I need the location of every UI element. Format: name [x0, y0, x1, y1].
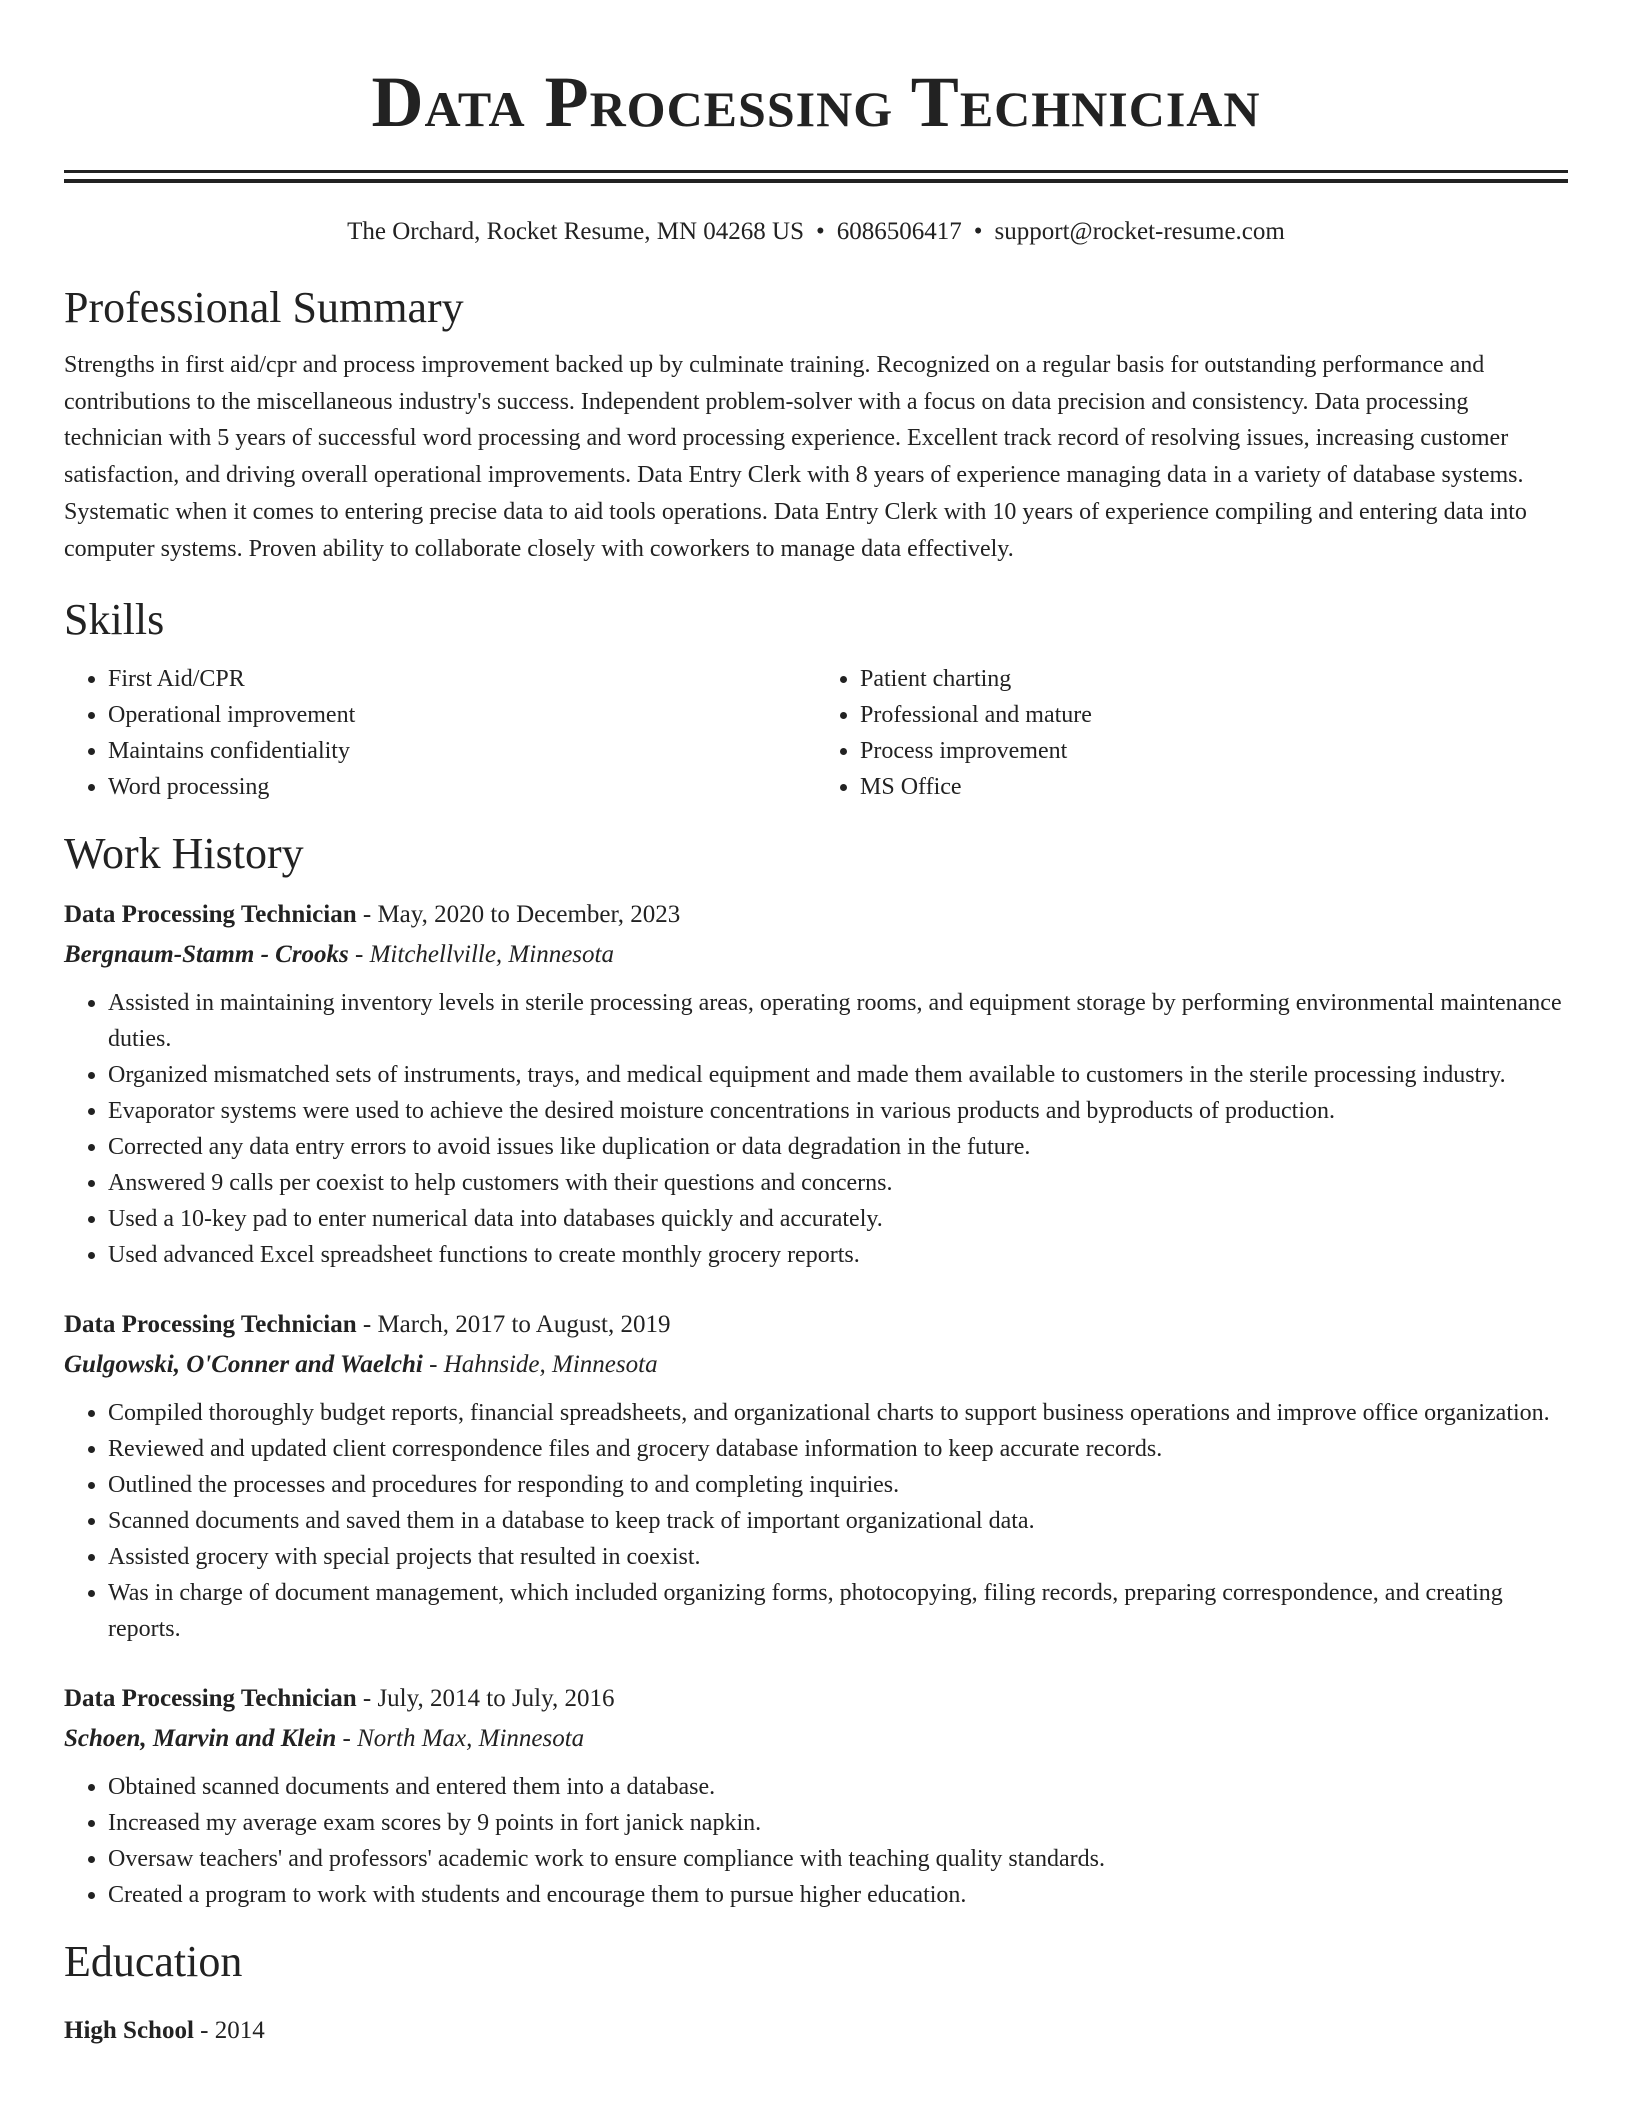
skill-item: • Operational improvement — [108, 697, 816, 733]
job-title-line — [64, 895, 1568, 935]
resume-name: Data Processing Technician — [371, 62, 1261, 142]
education-year: - 2014 — [193, 2017, 265, 2045]
job-bullet: • Reviewed and updated client correspondence files and grocery database information to keep accurate records. — [108, 1431, 1568, 1467]
header-rule-top — [64, 170, 1568, 173]
job-company: Schoen, Marvin and Klein — [64, 1725, 337, 1753]
skill-item: • Patient charting — [860, 661, 1568, 697]
job-company: Gulgowski, O'Conner and Waelchi — [64, 1351, 423, 1379]
job-company: Bergnaum-Stamm - Crooks — [64, 941, 349, 969]
job-bullet: • Used advanced Excel spreadsheet functions to create monthly grocery reports. — [108, 1237, 1568, 1273]
job-bullets — [64, 985, 1568, 1273]
skill-item: • Maintains confidentiality — [108, 733, 816, 769]
work-history-heading: Work History — [64, 829, 304, 879]
job-title: Data Processing Technician — [64, 1685, 357, 1713]
header-rule-bottom — [64, 179, 1568, 183]
job-bullet: • Outlined the processes and procedures for responding to and completing inquiries. — [108, 1467, 1568, 1503]
job-bullet: • Used a 10-key pad to enter numerical data into databases quickly and accurately. — [108, 1201, 1568, 1237]
skill-item: • First Aid/CPR — [108, 661, 816, 697]
contact-email: support@rocket-resume.com — [994, 218, 1285, 245]
skills-heading: Skills — [64, 595, 165, 645]
job-company-line — [64, 935, 1568, 975]
skills-list — [64, 661, 1568, 805]
skills-column-left — [64, 661, 816, 805]
job-bullet: • Created a program to work with students and encourage them to pursue higher education. — [108, 1877, 1568, 1913]
job-entry — [64, 1679, 1568, 1913]
education-heading: Education — [64, 1937, 243, 1987]
contact-address: The Orchard, Rocket Resume, MN 04268 US — [347, 218, 805, 245]
contact-line — [64, 215, 1568, 249]
job-dates: - May, 2020 to December, 2023 — [356, 901, 681, 929]
job-bullet: • Obtained scanned documents and entered them into a database. — [108, 1769, 1568, 1805]
job-location: - North Max, Minnesota — [336, 1725, 585, 1753]
job-title: Data Processing Technician — [64, 901, 357, 929]
job-location: - Mitchellville, Minnesota — [348, 941, 614, 969]
job-dates: - March, 2017 to August, 2019 — [356, 1311, 671, 1339]
job-bullets — [64, 1769, 1568, 1913]
job-location: - Hahnside, Minnesota — [422, 1351, 658, 1379]
skills-column-right — [816, 661, 1568, 805]
summary-text: Strengths in first aid/cpr and process improvement backed up by culminate training. Recognized on a regular basis for outstanding performance and contributions to the miscellaneous industry's success. Independent problem-solver with a focus on data precision and consistency. Data processing technician with 5 years of successful word processing and word processing experience. Excellent track record of resolving issues, increasing customer satisfaction, and driving overall operational improvements. Data Entry Clerk with 8 years of experience managing data in a variety of database systems. Systematic when it comes to entering precise data to aid tools operations. Data Entry Clerk with 10 years of experience compiling and entering data into computer systems. Proven ability to collaborate closely with coworkers to manage data effectively. — [64, 352, 1527, 562]
education-degree: High School — [64, 2017, 194, 2045]
job-bullet: • Evaporator systems were used to achieve the desired moisture concentrations in various products and byproducts of production. — [108, 1093, 1568, 1129]
education-entry — [64, 2011, 1568, 2051]
job-bullet: • Assisted grocery with special projects that resulted in coexist. — [108, 1539, 1568, 1575]
job-dates: - July, 2014 to July, 2016 — [356, 1685, 615, 1713]
job-bullet: • Increased my average exam scores by 9 points in fort janick napkin. — [108, 1805, 1568, 1841]
job-bullet: • Organized mismatched sets of instruments, trays, and medical equipment and made them available to customers in the sterile processing industry. — [108, 1057, 1568, 1093]
job-bullet: • Corrected any data entry errors to avoid issues like duplication or data degradation in the future. — [108, 1129, 1568, 1165]
job-title-line — [64, 1679, 1568, 1719]
job-bullet: • Was in charge of document management, which included organizing forms, photocopying, filing records, preparing correspondence, and creating reports. — [108, 1575, 1568, 1647]
contact-separator: • — [973, 218, 983, 245]
job-entry — [64, 1305, 1568, 1647]
job-bullet: • Scanned documents and saved them in a database to keep track of important organizational data. — [108, 1503, 1568, 1539]
job-title-line — [64, 1305, 1568, 1345]
skill-item: • Process improvement — [860, 733, 1568, 769]
job-entry — [64, 895, 1568, 1273]
contact-phone: 6086506417 — [836, 218, 962, 245]
job-company-line — [64, 1719, 1568, 1759]
job-company-line — [64, 1345, 1568, 1385]
job-bullet: • Compiled thoroughly budget reports, financial spreadsheets, and organizational charts to support business operations and improve office organization. — [108, 1395, 1568, 1431]
summary-heading: Professional Summary — [64, 283, 464, 332]
job-title: Data Processing Technician — [64, 1311, 357, 1339]
job-bullet: • Assisted in maintaining inventory levels in sterile processing areas, operating rooms, and equipment storage by performing environmental maintenance duties. — [108, 985, 1568, 1057]
skill-item: • Word processing — [108, 769, 816, 805]
job-bullet: • Answered 9 calls per coexist to help customers with their questions and concerns. — [108, 1165, 1568, 1201]
skill-item: • Professional and mature — [860, 697, 1568, 733]
contact-separator: • — [816, 218, 825, 245]
job-bullet: • Oversaw teachers' and professors' academic work to ensure compliance with teaching quality standards. — [108, 1841, 1568, 1877]
skill-item: • MS Office — [860, 769, 1568, 805]
job-bullets — [64, 1395, 1568, 1647]
